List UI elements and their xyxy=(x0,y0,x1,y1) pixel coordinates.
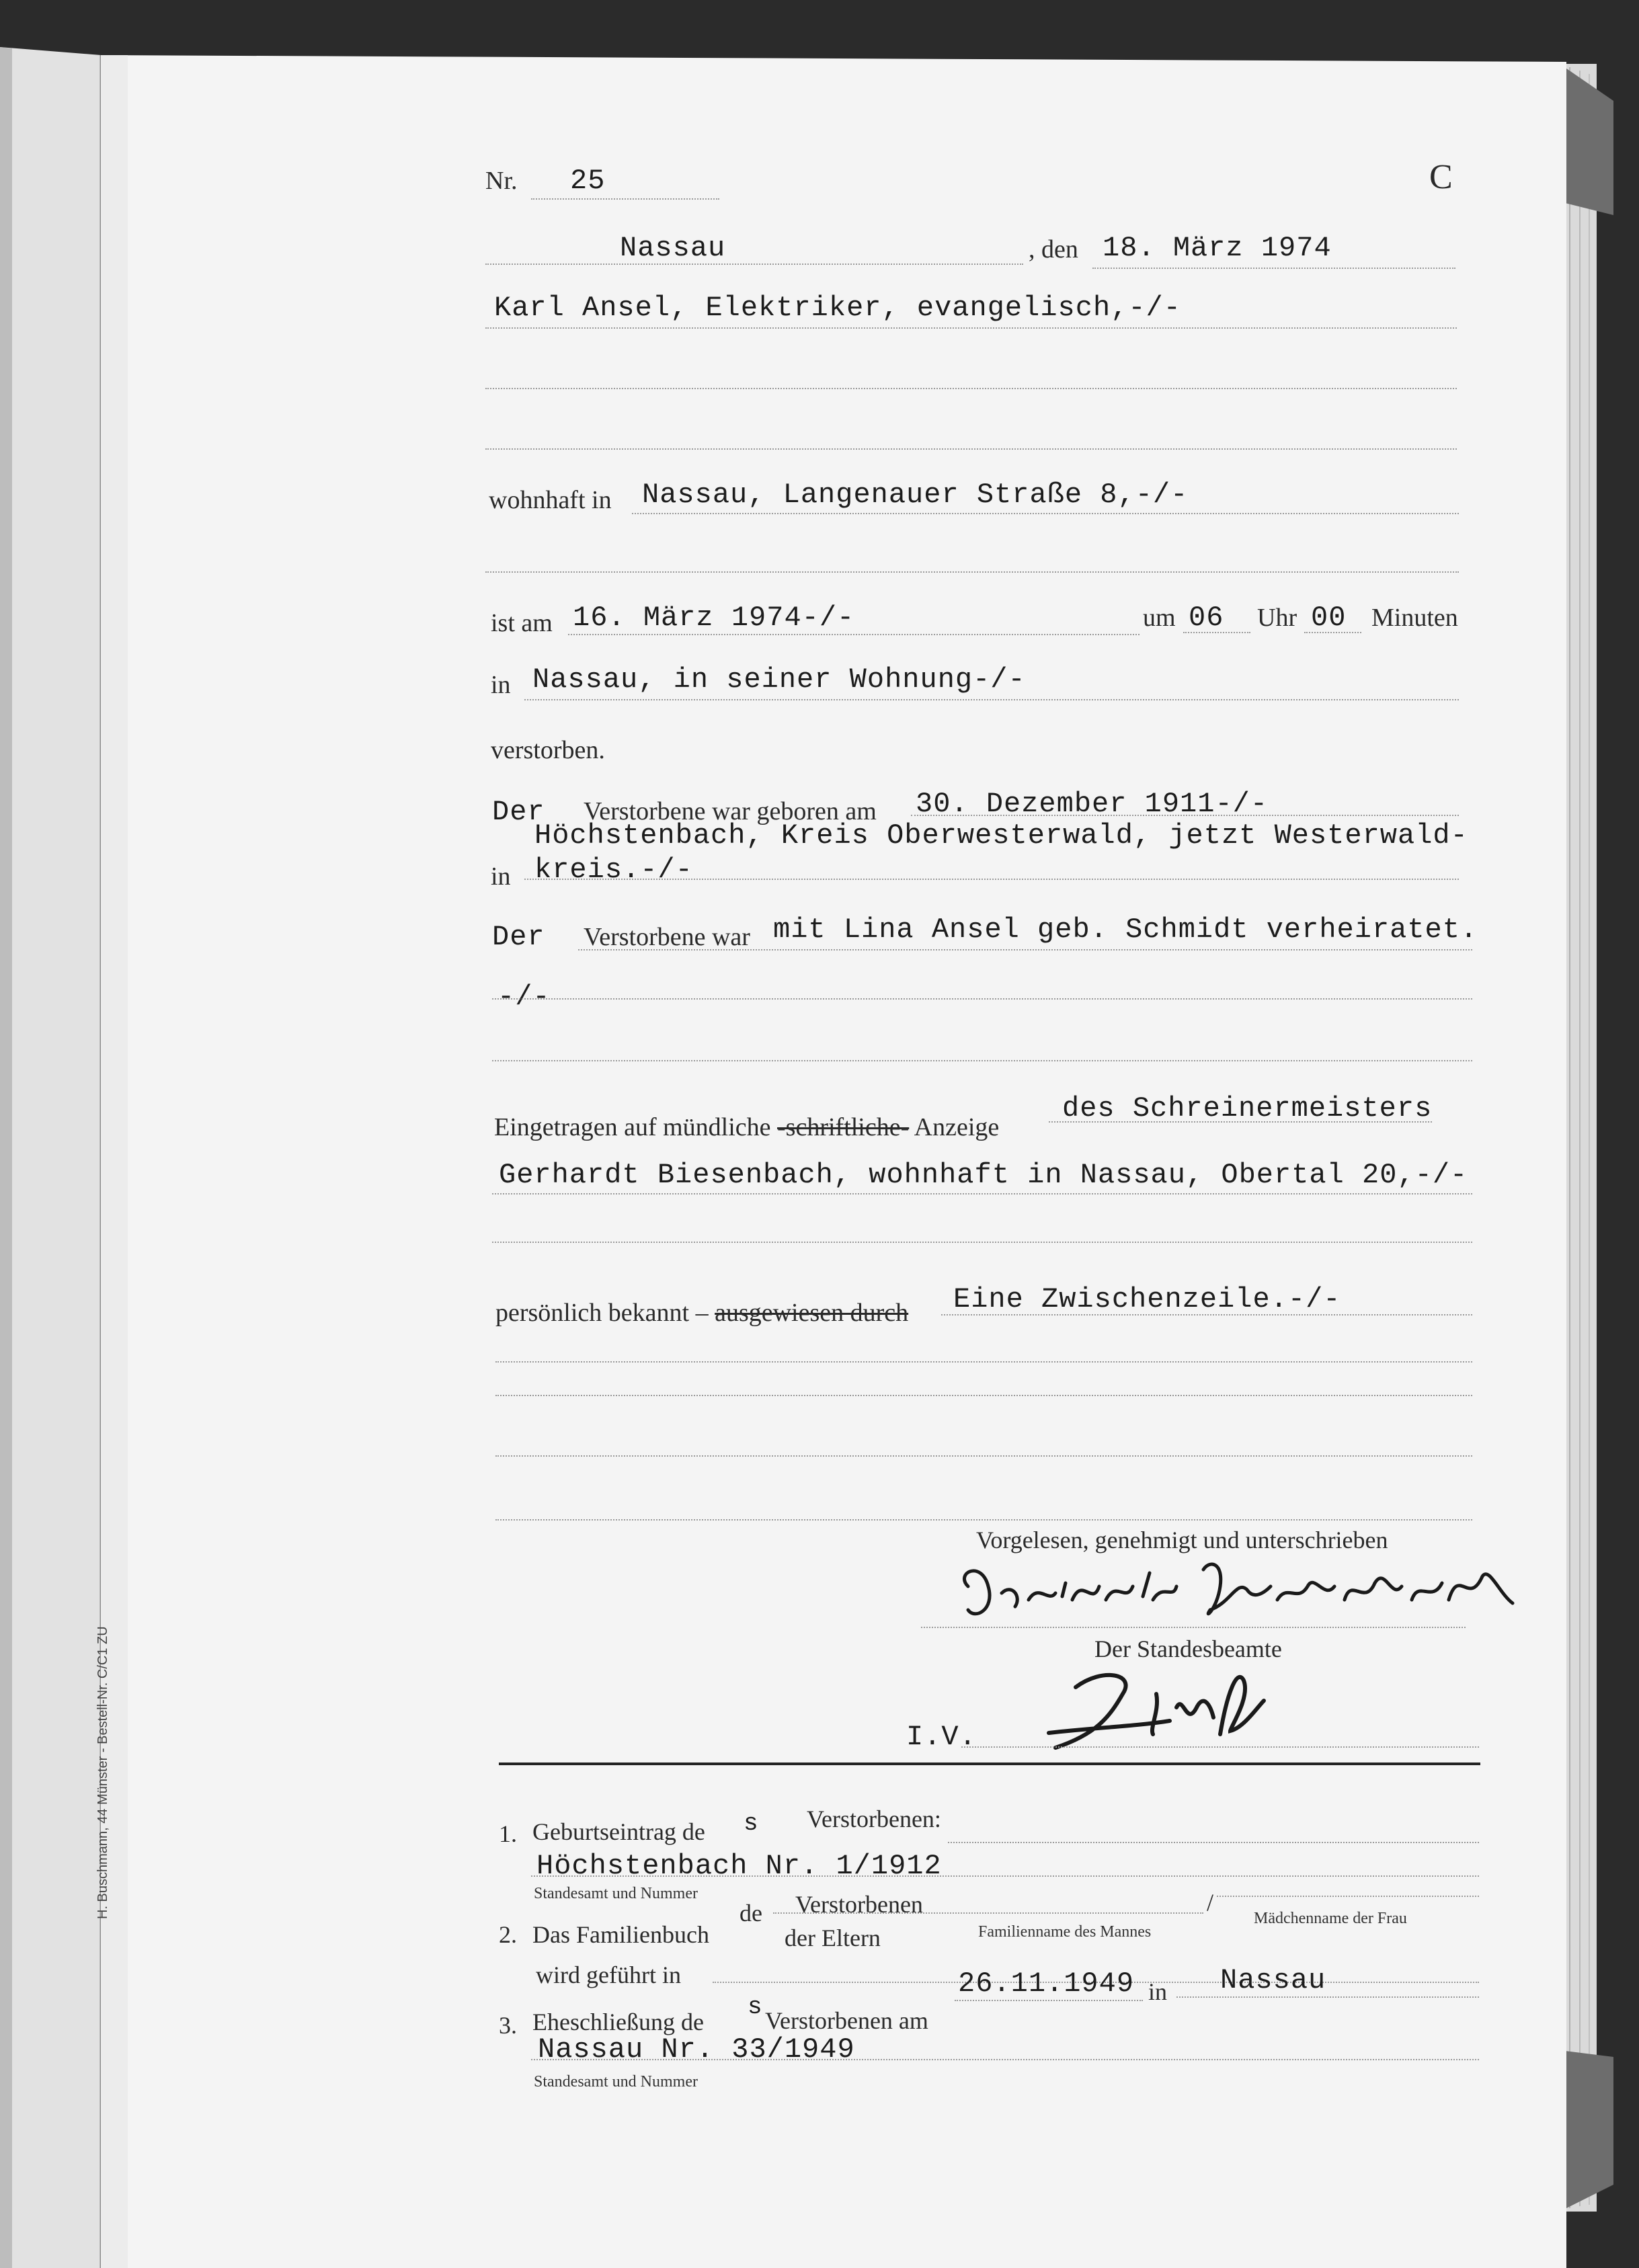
um-label: um xyxy=(1143,604,1176,632)
birth-date: 30. Dezember 1911-/- xyxy=(916,788,1269,820)
dotted-line xyxy=(492,1060,1472,1061)
dotted-line xyxy=(495,1455,1472,1457)
dotted-line xyxy=(524,699,1459,700)
informant-line1: des Schreinermeisters xyxy=(1062,1092,1433,1125)
dotted-line xyxy=(485,448,1457,450)
known-label xyxy=(495,1300,908,1326)
place-value: Nassau xyxy=(620,232,726,264)
dotted-line xyxy=(495,1395,1472,1396)
dotted-line xyxy=(495,1361,1472,1363)
item2-label: Das Familienbuch xyxy=(532,1921,709,1948)
known-label-text: persönlich bekannt – xyxy=(495,1299,709,1327)
minuten-label: Minuten xyxy=(1371,604,1458,632)
nr-label: Nr. xyxy=(485,167,518,195)
dotted-line xyxy=(568,634,1140,635)
dotted-line xyxy=(1183,632,1250,633)
informant-signature xyxy=(948,1546,1526,1633)
known-text: Eine Zwischenzeile.-/- xyxy=(953,1283,1341,1315)
dotted-line xyxy=(485,327,1457,329)
item3-place: Nassau xyxy=(1220,1964,1326,1996)
item3-label: Eheschließung de xyxy=(532,2009,704,2035)
death-hour: 06 xyxy=(1189,602,1224,634)
item2-caption-husband: Familienname des Mannes xyxy=(978,1923,1152,1941)
item2-number: 2. xyxy=(499,1921,517,1948)
birth-article: Der xyxy=(492,796,545,828)
dotted-line xyxy=(524,879,1459,880)
item2-de: de xyxy=(739,1900,762,1927)
item1-label2: Verstorbenen: xyxy=(807,1806,941,1832)
death-minutes: 00 xyxy=(1311,602,1347,634)
dotted-line xyxy=(492,1193,1472,1194)
item3-value: Nassau Nr. 33/1949 xyxy=(538,2033,855,2066)
item3-suffix: s xyxy=(748,1993,763,2021)
verstorben-label: verstorben. xyxy=(491,736,605,764)
registrar-signature xyxy=(1042,1654,1297,1754)
item3-caption: Standesamt und Nummer xyxy=(534,2073,698,2091)
informant-line2: Gerhardt Biesenbach, wohnhaft in Nassau, Obertal 20,-/- xyxy=(499,1159,1468,1191)
margin-imprint: H. Buschmann, 44 Münster - Bestell-Nr. C/C1 ZU xyxy=(95,1626,110,1919)
uhr-label: Uhr xyxy=(1257,604,1297,632)
item1-label: Geburtseintrag de xyxy=(532,1818,705,1845)
death-date: 16. März 1974-/- xyxy=(573,602,855,634)
birth-place-line2: kreis.-/- xyxy=(534,854,693,886)
marriage-continuation: -/- xyxy=(497,981,551,1013)
registrar-label: Der Standesbeamte xyxy=(1094,1635,1282,1662)
marriage-text: mit Lina Ansel geb. Schmidt verheiratet. xyxy=(773,914,1478,946)
item1-suffix: s xyxy=(744,1810,759,1837)
dotted-line xyxy=(1049,1121,1432,1123)
dotted-line xyxy=(492,1242,1472,1243)
item2-caption-wife: Mädchenname der Frau xyxy=(1254,1910,1407,1927)
item2-option-parents: der Eltern xyxy=(785,1925,881,1951)
dotted-line xyxy=(485,388,1457,389)
dotted-line xyxy=(531,198,719,200)
dotted-line xyxy=(948,1842,1479,1843)
item2-slash: / xyxy=(1207,1889,1214,1916)
dotted-line xyxy=(1176,1996,1479,1998)
dotted-line xyxy=(941,1314,1472,1315)
residence-label: wohnhaft in xyxy=(489,486,612,514)
dotted-line xyxy=(485,571,1459,573)
dotted-line xyxy=(632,513,1459,514)
item3-date: 26.11.1949 xyxy=(958,1968,1135,2000)
death-place: Nassau, in seiner Wohnung-/- xyxy=(532,663,1026,696)
dotted-line xyxy=(955,2000,1143,2001)
dotted-line xyxy=(1217,1896,1479,1897)
dotted-line xyxy=(1304,632,1361,633)
item3-label2: Verstorbenen am xyxy=(765,2007,928,2034)
item3-number: 3. xyxy=(499,2012,517,2039)
marriage-label: Verstorbene war xyxy=(584,923,750,951)
register-number: 25 xyxy=(570,165,606,197)
dotted-line xyxy=(531,1875,1479,1877)
registration-label xyxy=(494,1115,999,1140)
dotted-line xyxy=(531,2059,1479,2060)
dotted-line xyxy=(911,815,1459,816)
item2-option-deceased: Verstorbenen xyxy=(795,1891,923,1918)
item1-number: 1. xyxy=(499,1820,517,1847)
read-approved-label: Vorgelesen, genehmigt und unterschrieben xyxy=(976,1527,1388,1553)
dotted-line xyxy=(1092,268,1455,269)
dotted-line xyxy=(485,264,1023,265)
deceased-name-line: Karl Ansel, Elektriker, evangelisch,-/- xyxy=(494,292,1181,324)
item1-caption: Standesamt und Nummer xyxy=(534,1885,698,1902)
birth-place-line1: Höchstenbach, Kreis Oberwesterwald, jetzt Westerwald- xyxy=(534,819,1468,852)
dotted-line xyxy=(578,949,1472,950)
iv-label: I.V. xyxy=(906,1721,977,1753)
section-divider xyxy=(499,1763,1480,1765)
series-mark: C xyxy=(1429,158,1453,196)
dotted-line xyxy=(961,1746,1479,1748)
registration-label-prefix: Eingetragen auf mündliche xyxy=(494,1113,771,1141)
in-label: in xyxy=(491,671,511,699)
registration-label-suffix: Anzeige xyxy=(914,1113,1000,1141)
struck-known: ausgewiesen durch xyxy=(715,1299,909,1327)
registration-date: 18. März 1974 xyxy=(1103,232,1332,264)
birth-label: Verstorbene war geboren am xyxy=(584,797,877,825)
dotted-line xyxy=(921,1627,1466,1628)
ist-am-label: ist am xyxy=(491,609,553,637)
dotted-line xyxy=(773,1912,1203,1914)
birth-in-label: in xyxy=(491,862,511,891)
dotted-line xyxy=(492,998,1472,1000)
item3-in-label: in xyxy=(1148,1978,1168,2005)
struck-word: -schriftliche- xyxy=(777,1113,910,1141)
residence-value: Nassau, Langenauer Straße 8,-/- xyxy=(642,479,1189,511)
marriage-article: Der xyxy=(492,921,545,953)
dotted-line xyxy=(495,1519,1472,1521)
den-label: , den xyxy=(1029,235,1078,264)
item1-value: Höchstenbach Nr. 1/1912 xyxy=(536,1850,942,1882)
item2-kept-label: wird geführt in xyxy=(536,1961,681,1988)
